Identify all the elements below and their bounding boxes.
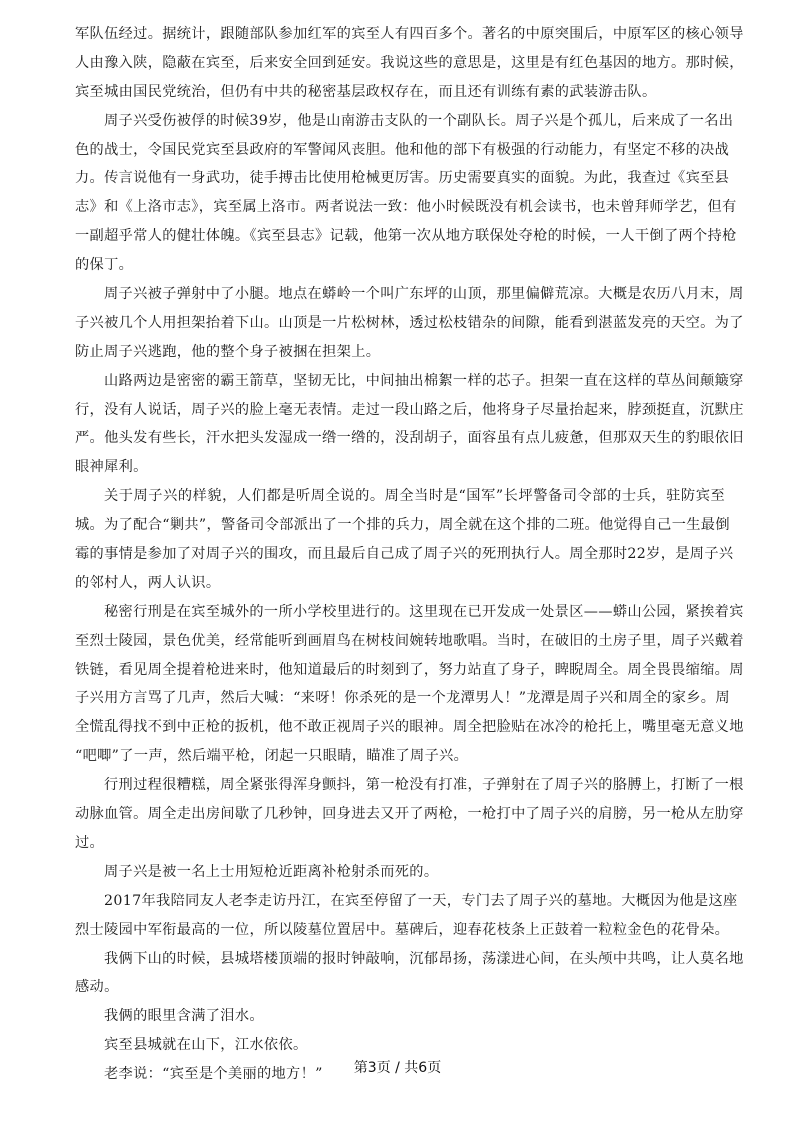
text-line: 周子兴受伤被俘的时候39岁，他是山南游击支队的一个副队长。周子兴是个孤儿，后来成了一名出	[104, 112, 734, 129]
text-line: 色的战士，令国民党宾至县政府的军警闻风丧胆。他和他的部下有极强的行动能力，有坚定不移的决战	[75, 141, 730, 158]
text-line: 我俩下山的时候，县城塔楼顶端的报时钟敲响，沉郁昂扬，荡漾进心间，在头颅中共鸣，让人莫名地	[104, 950, 744, 967]
text-line: 的保丁。	[75, 257, 134, 274]
text-line: 周子兴被子弹射中了小腿。地点在蟒岭一个叫广东坪的山顶，那里偏僻荒凉。大概是农历八月末，周	[104, 286, 744, 303]
text-line: 烈士陵园中军衔最高的一位，所以陵墓位置居中。墓碑后，迎春花枝条上正鼓着一粒粒金色的花骨朵。	[75, 921, 730, 938]
text-line: 周子兴是被一名上士用短枪近距离补枪射杀而死的。	[104, 863, 439, 880]
text-line: 严。他头发有些长，汗水把头发湿成一绺一绺的，没刮胡子，面容虽有点儿疲惫，但那双天生的豹眼依旧	[75, 430, 744, 447]
text-line: 防止周子兴逃跑，他的整个身子被捆在担架上。	[75, 343, 381, 360]
text-line: 关于周子兴的样貌，人们都是听周全说的。周全当时是“国军”长坪警备司令部的士兵，驻防宾至	[104, 488, 725, 505]
text-line: 的邻村人，两人认识。	[75, 574, 221, 591]
text-line: 至烈士陵园，景色优美，经常能听到画眉鸟在树枝间婉转地歌唱。当时，在破旧的土房子里，周子兴戴着	[75, 632, 744, 649]
text-line: 人由豫入陕，隐蔽在宾至，后来安全回到延安。我说这些的意思是，这里是有红色基因的地方。那时候，	[75, 54, 744, 71]
text-line: 力。传言说他有一身武功，徒手搏击比使用枪械更厉害。历史需要真实的面貌。为此，我查过《宾至县	[75, 170, 730, 187]
text-line: 感动。	[75, 979, 119, 996]
text-line: 宾至城由国民党统治，但仍有中共的秘密基层政权存在，而且还有训练有素的武装游击队。	[75, 83, 657, 100]
text-line: 老李说：“宾至是个美丽的地方！”	[104, 1066, 323, 1083]
text-line: 霉的事情是参加了对周子兴的围攻，而且最后自己成了周子兴的死刑执行人。周全那时22岁，是周子兴	[75, 546, 734, 563]
text-line: 过。	[75, 834, 105, 851]
text-line: 城。为了配合“剿共”，警备司令部派出了一个排的兵力，周全就在这个排的二班。他觉得自己一生最倒	[75, 517, 730, 534]
text-line: 行，没有人说话，周子兴的脸上毫无表情。走过一段山路之后，他将身子尽量抬起来，脖颈挺直，沉默庄	[75, 401, 744, 418]
article-body	[75, 20, 744, 1089]
text-line: 2017年我陪同友人老李走访丹江，在宾至停留了一天，专门去了周子兴的墓地。大概因为他是这座	[104, 892, 738, 909]
page-number-footer: 第3页 / 共6页	[353, 1060, 442, 1076]
text-line: 铁链，看见周全提着枪进来时，他知道最后的时刻到了，努力站直了身子，睥睨周全。周全畏畏缩缩。周	[75, 661, 744, 678]
text-line: 子兴用方言骂了几声，然后大喊：“来呀！你杀死的是一个龙潭男人！”龙潭是周子兴和周全的家乡。周	[75, 690, 730, 707]
text-line: 宾至县城就在山下，江水依依。	[104, 1037, 308, 1054]
text-line: 一副超乎常人的健壮体魄。《宾至县志》记载，他第一次从地方联保处夺枪的时候，一人干倒了两个持枪	[75, 228, 737, 245]
text-line: 动脉血管。周全走出房间歇了几秒钟，回身进去又开了两枪，一枪打中了周子兴的肩膀，另一枪从左肋穿	[75, 806, 744, 823]
text-line: 秘密行刑是在宾至城外的一所小学校里进行的。这里现在已开发成一处景区——蟒山公园，紧挨着宾	[104, 603, 744, 620]
text-line: 眼神犀利。	[75, 459, 148, 476]
text-line: 志》和《上洛市志》，宾至属上洛市。两者说法一致：他小时候既没有机会读书，也未曾拜师学艺，但有	[75, 199, 737, 216]
text-line: 行刑过程很糟糕，周全紧张得浑身颤抖，第一枪没有打准，子弹射在了周子兴的胳膊上，打断了一根	[104, 777, 744, 794]
text-line: 全慌乱得找不到中正枪的扳机，他不敢正视周子兴的眼神。周全把脸贴在冰冷的枪托上，嘴里毫无意义地	[75, 719, 744, 736]
text-line: 我俩的眼里含满了泪水。	[104, 1008, 264, 1025]
text-line: 山路两边是密密的霸王箭草，坚韧无比，中间抽出棉絮一样的芯子。担架一直在这样的草丛间颠簸穿	[104, 372, 744, 389]
text-line: 军队伍经过。据统计，跟随部队参加红军的宾至人有四百多个。著名的中原突围后，中原军区的核心领导	[75, 26, 744, 42]
text-line: “吧唧”了一声，然后端平枪，闭起一只眼睛，瞄准了周子兴。	[75, 748, 469, 765]
text-line: 子兴被几个人用担架抬着下山。山顶是一片松树林，透过松枝错杂的间隙，能看到湛蓝发亮的天空。为了	[75, 314, 744, 331]
